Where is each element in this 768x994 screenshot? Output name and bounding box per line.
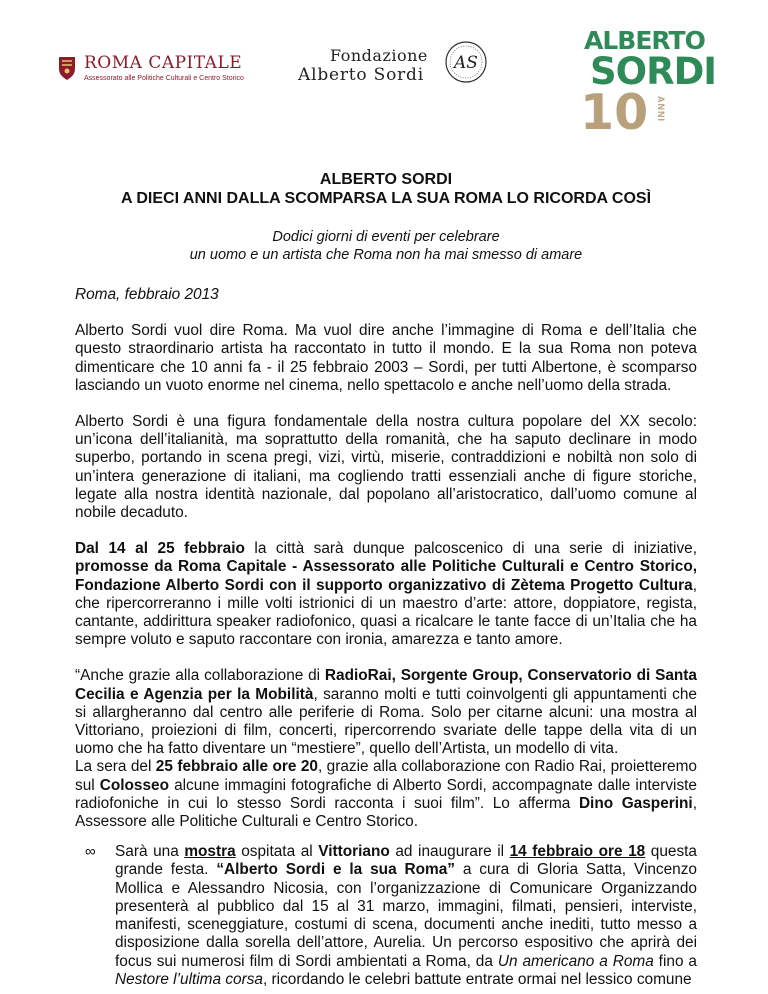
fondazione-line2: Alberto Sordi: [298, 65, 424, 85]
fondazione-seal-icon: [444, 40, 488, 84]
logo-10: 10: [580, 84, 649, 141]
fondazione-logo: [298, 36, 498, 86]
paragraph-3: Dal 14 al 25 febbraio la città sarà dunque palcoscenico di una serie di iniziative, promosse da Roma Capitale - Assessorato alle Politiche Culturali e Centro Storico, Fondazione Alberto Sordi con il supporto organizzativo di Zètema Progetto Cultura, che ripercorreranno i mille volti istrionici di un maestro d’arte: attore, doppiatore, regista, cantante, addirittura speaker radiofonico, quasi a ricalcare le tante facce di un’Italia che ha sempre voluto e saputo raccontare con ironia, amarezza e tanto amore.: [75, 540, 697, 649]
alberto-sordi-10-anni-logo: [578, 24, 717, 144]
paragraph-1: Alberto Sordi vuol dire Roma. Ma vuol dire anche l’immagine di Roma e dell’Italia che questo straordinario artista ha raccontato in tutto il mondo. E la sua Roma non poteva dimenticare che 10 anni fa - il 25 febbraio 2003 – Sordi, per tutti Albertone, è scomparso lasciando un vuoto enorme nel cinema, nello spettacolo e anche nell’uomo della strada.: [75, 322, 697, 394]
logo-sordi: SORDI: [590, 50, 717, 93]
roma-capitale-logo: [58, 48, 244, 88]
paragraph-5: La sera del 25 febbraio alle ore 20, grazie alla collaborazione con Radio Rai, proietteremo sul Colosseo alcune immagini fotografiche di Alberto Sordi, accompagnate dalle interviste radiofoniche in cui lo stesso Sordi racconta i suoi film”. Lo afferma Dino Gasperini, Assessore alle Politiche Culturali e Centro Storico.: [75, 758, 697, 831]
document-subtitle: Dodici giorni di eventi per celebrare un uomo e un artista che Roma non ha mai smesso di amare: [189, 229, 583, 263]
fondazione-seal-text: AS: [454, 53, 478, 73]
bullet-mostra: ∞ Sarà una mostra ospitata al Vittoriano ad inaugurare il 14 febbraio ore 18 questa grande festa. “Alberto Sordi e la sua Roma” a cura di Gloria Satta, Vincenzo Mollica e Alessandro Nicosia, con l’organizzazione di Comunicare Organizzando presenterà al pubblico dal 15 al 31 marzo, immagini, filmati, pensieri, interviste, manifesti, sceneggiature, costumi di scena, documenti anche inediti, tutto messo a disposizione dalla sorella dell’attore, Aurelia. Un percorso espositivo che aprirà dei focus sui numerosi film di Sordi ambientati a Roma, da Un americano a Roma fino a Nestore l’ultima corsa, ricordando le celebri battute entrate ormai nel lessico comune: [85, 843, 697, 988]
bullet-icon: ∞: [85, 843, 96, 861]
roma-capitale-subtitle: Assessorato alle Politiche Culturali e Centro Storico: [84, 74, 244, 82]
paragraph-2: Alberto Sordi è una figura fondamentale della nostra cultura popolare del XX secolo: un’icona dell’italianità, ma soprattutto della romanità, che ha saputo declinare in modo superbo, portando in scena pregi, vizi, virtù, miserie, contraddizioni e nobiltà non solo di un’intera generazione di italiani, ma cogliendo tratti essenziali anche di figure storiche, legate alla nostra identità nazionale, dal popolano all’aristocratico, dall’uomo comune al nobile decaduto.: [75, 413, 697, 522]
letterhead: [0, 0, 768, 150]
roma-shield-icon: [58, 55, 76, 81]
document-title: ALBERTO SORDI A DIECI ANNI DALLA SCOMPARSA LA SUA ROMA LO RICORDA COSÌ: [120, 171, 652, 207]
logo-alberto: ALBERTO: [584, 26, 705, 55]
dateline: Roma, febbraio 2013: [75, 286, 219, 303]
roma-capitale-name: ROMA CAPITALE: [84, 52, 243, 73]
fondazione-line1: Fondazione: [330, 46, 428, 65]
logo-anni: ANNI: [656, 96, 666, 122]
press-release: [75, 170, 697, 989]
paragraph-4: “Anche grazie alla collaborazione di RadioRai, Sorgente Group, Conservatorio di Santa Cecilia e Agenzia per la Mobilità, saranno molti e tutti coinvolgenti gli appuntamenti che si allargheranno dal centro alle periferie di Roma. Solo per citarne alcuni: una mostra al Vittoriano, proiezioni di film, concerti, ripercorrendo svariate delle tappe della vita di un uomo che ha fatto diventare un “mestiere”, quello dell’Artista, un modello di vita.: [75, 667, 697, 758]
